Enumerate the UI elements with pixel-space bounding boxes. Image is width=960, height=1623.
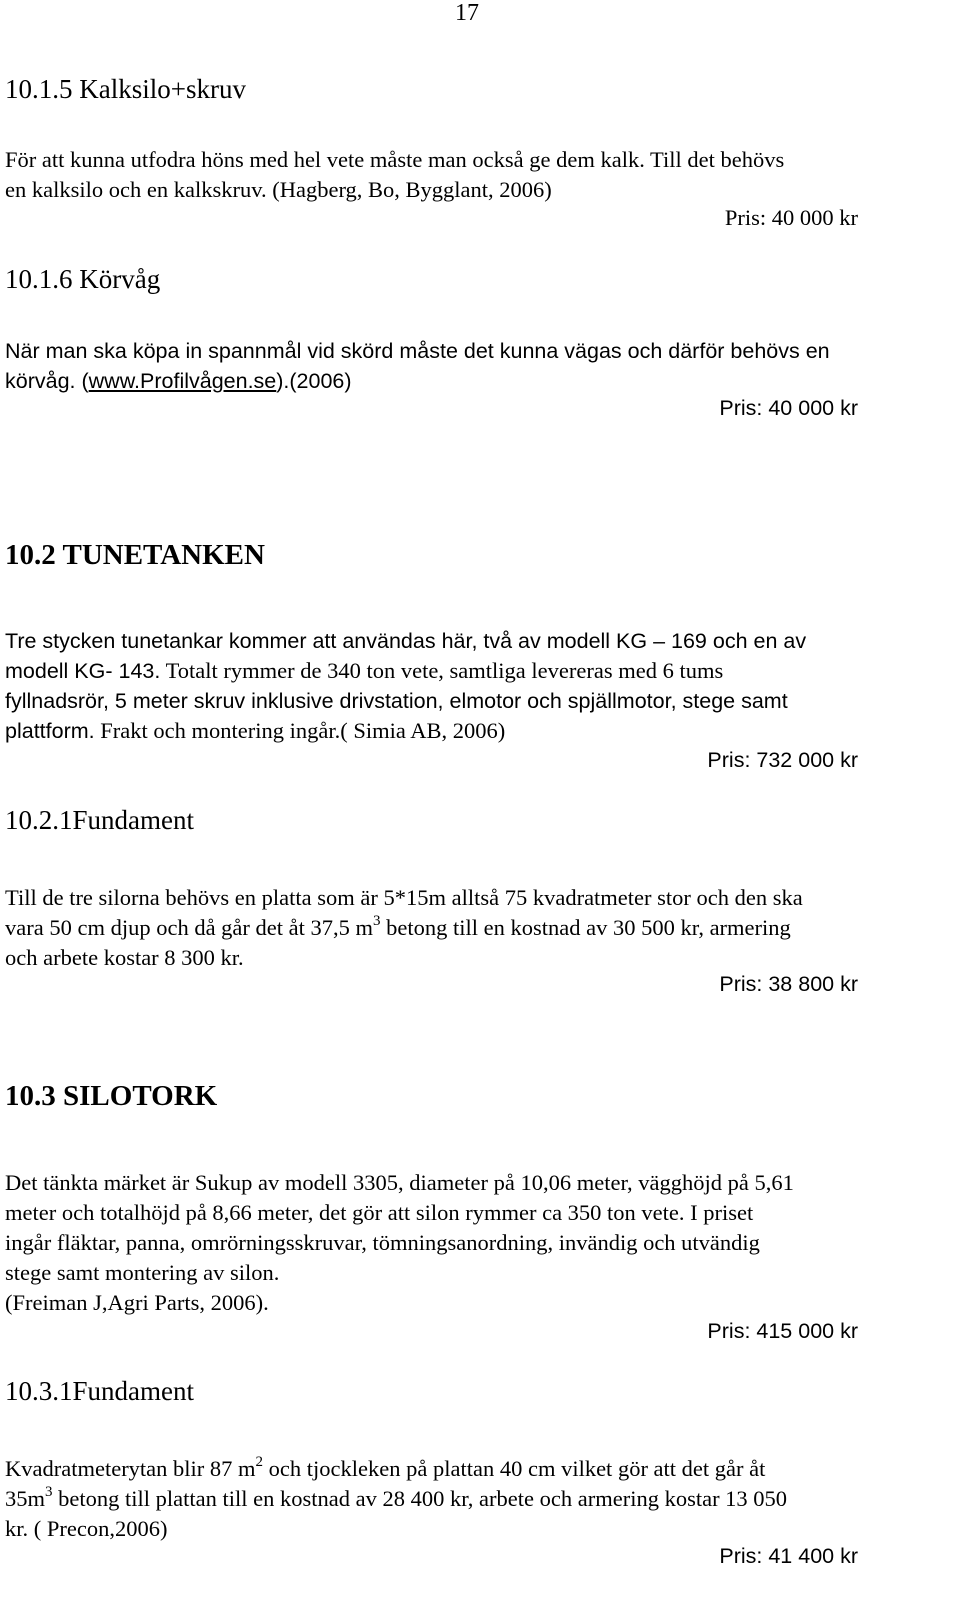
paragraph-line: När man ska köpa in spannmål vid skörd måste det kunna vägas och därför behövs en <box>5 339 830 363</box>
paragraph-line <box>5 716 505 747</box>
superscript: 2 <box>255 1454 264 1470</box>
paragraph-line: stege samt montering av silon. <box>5 1260 280 1285</box>
superscript: 3 <box>373 913 381 929</box>
text-fragment: modell KG- 143. <box>5 659 161 683</box>
profilvagen-link[interactable]: www.Profilvågen.se <box>88 369 277 393</box>
paragraph-line: meter och totalhöjd på 8,66 meter, det gör att silon rymmer ca 350 ton vete. I priset <box>5 1200 754 1225</box>
text-fragment: körvåg. ( <box>5 369 89 393</box>
paragraph-line: kr. ( Precon,2006) <box>5 1516 168 1541</box>
paragraph-line <box>5 1454 765 1488</box>
paragraph-line: och arbete kostar 8 300 kr. <box>5 945 244 970</box>
text-fragment: Frakt och montering ingår.( Simia AB, 2006) <box>94 718 506 743</box>
superscript: 3 <box>45 1484 53 1500</box>
text-fragment: Kvadratmeterytan blir 87 m <box>5 1456 256 1481</box>
paragraph-line: För att kunna utfodra höns med hel vete måste man också ge dem kalk. Till det behövs <box>5 147 785 172</box>
paragraph-line: ingår fläktar, panna, omrörningsskruvar, tömningsanordning, invändig och utvändig <box>5 1230 760 1255</box>
section-heading-1021: 10.2.1Fundament <box>5 805 194 835</box>
text-fragment: 35m <box>5 1486 46 1511</box>
price-label: Pris: 732 000 kr <box>707 748 858 772</box>
paragraph-line <box>5 1484 787 1518</box>
paragraph-line <box>5 366 352 397</box>
section-heading-1015: 10.1.5 Kalksilo+skruv <box>5 74 246 104</box>
price-label: Pris: 40 000 kr <box>719 396 858 420</box>
price-label: Pris: 415 000 kr <box>707 1319 858 1343</box>
section-heading-1031: 10.3.1Fundament <box>5 1376 194 1406</box>
paragraph-line: Till de tre silorna behövs en platta som är 5*15m alltså 75 kvadratmeter stor och den ska <box>5 885 803 910</box>
section-heading-102: 10.2 TUNETANKEN <box>5 539 265 571</box>
price-label: Pris: 38 800 kr <box>719 972 858 996</box>
price-label: Pris: 40 000 kr <box>724 205 858 230</box>
paragraph-line <box>5 656 723 687</box>
text-fragment: plattform. <box>5 719 95 743</box>
section-heading-103: 10.3 SILOTORK <box>5 1080 218 1112</box>
paragraph-line: en kalksilo och en kalkskruv. (Hagberg, Bo, Bygglant, 2006) <box>5 177 552 202</box>
paragraph-line: fyllnadsrör, 5 meter skruv inklusive drivstation, elmotor och spjällmotor, stege samt <box>5 689 788 713</box>
text-fragment: ).(2006) <box>276 369 352 393</box>
paragraph-line: Det tänkta märket är Sukup av modell 3305, diameter på 10,06 meter, vägghöjd på 5,61 <box>5 1170 794 1195</box>
paragraph-line <box>5 913 791 947</box>
page-number: 17 <box>455 0 479 26</box>
text-fragment: betong till plattan till en kostnad av 28 400 kr, arbete och armering kostar 13 050 <box>52 1486 788 1511</box>
price-label: Pris: 41 400 kr <box>719 1544 858 1568</box>
text-fragment: vara 50 cm djup och då går det åt 37,5 m <box>5 915 374 940</box>
section-heading-1016: 10.1.6 Körvåg <box>5 264 161 294</box>
paragraph-line: Tre stycken tunetankar kommer att användas här, två av modell KG – 169 och en av <box>5 629 807 653</box>
text-fragment: Totalt rymmer de 340 ton vete, samtliga levereras med 6 tums <box>160 658 724 683</box>
paragraph-line: (Freiman J,Agri Parts, 2006). <box>5 1290 269 1315</box>
text-fragment: och tjockleken på plattan 40 cm vilket gör att det går åt <box>263 1456 766 1481</box>
text-fragment: betong till en kostnad av 30 500 kr, armering <box>380 915 791 940</box>
